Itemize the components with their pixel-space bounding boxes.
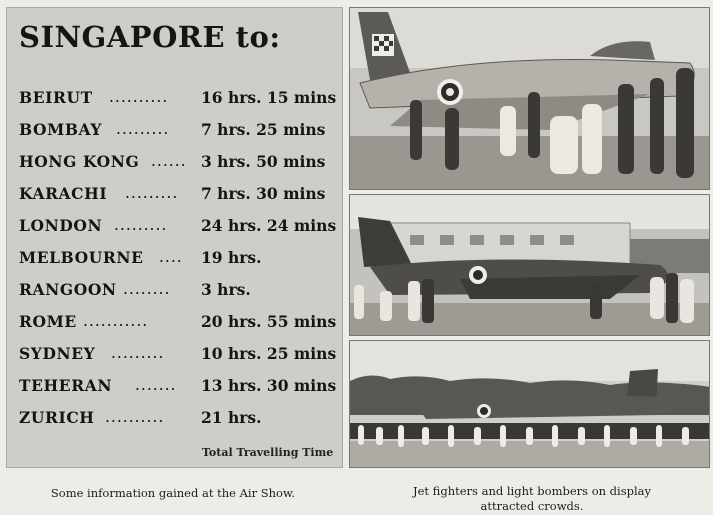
row-time: 10 hrs. 25 mins bbox=[201, 344, 337, 363]
row-city: RANGOON bbox=[19, 280, 117, 299]
row-time: 20 hrs. 55 mins bbox=[201, 312, 337, 331]
row-time: 7 hrs. 30 mins bbox=[201, 184, 326, 203]
row-city: ROME bbox=[19, 312, 77, 331]
caption-right-line1: Jet fighters and light bombers on display bbox=[412, 484, 652, 498]
row-city: MELBOURNE bbox=[19, 248, 144, 267]
table-row bbox=[19, 344, 337, 366]
row-city: SYDNEY bbox=[19, 344, 96, 363]
row-leader: ........... bbox=[83, 312, 149, 330]
row-city: TEHERAN bbox=[19, 376, 113, 395]
row-time: 24 hrs. 24 mins bbox=[201, 216, 337, 235]
row-city: ZURICH bbox=[19, 408, 95, 427]
row-time: 19 hrs. bbox=[201, 248, 262, 267]
row-city: KARACHI bbox=[19, 184, 108, 203]
caption-left: Some information gained at the Air Show. bbox=[50, 486, 296, 500]
row-leader: .......... bbox=[105, 408, 165, 426]
table-row bbox=[19, 280, 337, 302]
table-row bbox=[19, 248, 337, 270]
row-leader: ...... bbox=[151, 152, 187, 170]
table-row bbox=[19, 216, 337, 238]
table-row bbox=[19, 376, 337, 398]
row-leader: .... bbox=[159, 248, 183, 266]
row-time: 13 hrs. 30 mins bbox=[201, 376, 337, 395]
row-leader: .......... bbox=[109, 88, 169, 106]
table-row bbox=[19, 88, 337, 110]
row-leader: ......... bbox=[111, 344, 165, 362]
row-leader: ......... bbox=[116, 120, 170, 138]
table-footnote: Total Travelling Time bbox=[202, 446, 334, 459]
row-leader: ....... bbox=[135, 376, 177, 394]
photo-jet-large-crowd bbox=[349, 340, 710, 468]
table-row bbox=[19, 184, 337, 206]
row-time: 3 hrs. bbox=[201, 280, 251, 299]
row-leader: ........ bbox=[123, 280, 171, 298]
row-time: 7 hrs. 25 mins bbox=[201, 120, 326, 139]
row-time: 3 hrs. 50 mins bbox=[201, 152, 326, 171]
photo-light-bomber-hangar bbox=[349, 194, 710, 336]
table-row bbox=[19, 152, 337, 174]
row-city: HONG KONG bbox=[19, 152, 140, 171]
table-row bbox=[19, 120, 337, 142]
travel-time-table bbox=[6, 7, 343, 468]
row-leader: ......... bbox=[125, 184, 179, 202]
table-row bbox=[19, 408, 337, 430]
row-city: LONDON bbox=[19, 216, 103, 235]
row-leader: ......... bbox=[114, 216, 168, 234]
photo-jet-fighter-crowd bbox=[349, 7, 710, 190]
row-city: BOMBAY bbox=[19, 120, 103, 139]
table-row bbox=[19, 312, 337, 334]
row-time: 16 hrs. 15 mins bbox=[201, 88, 337, 107]
table-heading: SINGAPORE to: bbox=[19, 20, 281, 54]
caption-right-line2: attracted crowds. bbox=[480, 499, 584, 513]
row-city: BEIRUT bbox=[19, 88, 93, 107]
row-time: 21 hrs. bbox=[201, 408, 262, 427]
